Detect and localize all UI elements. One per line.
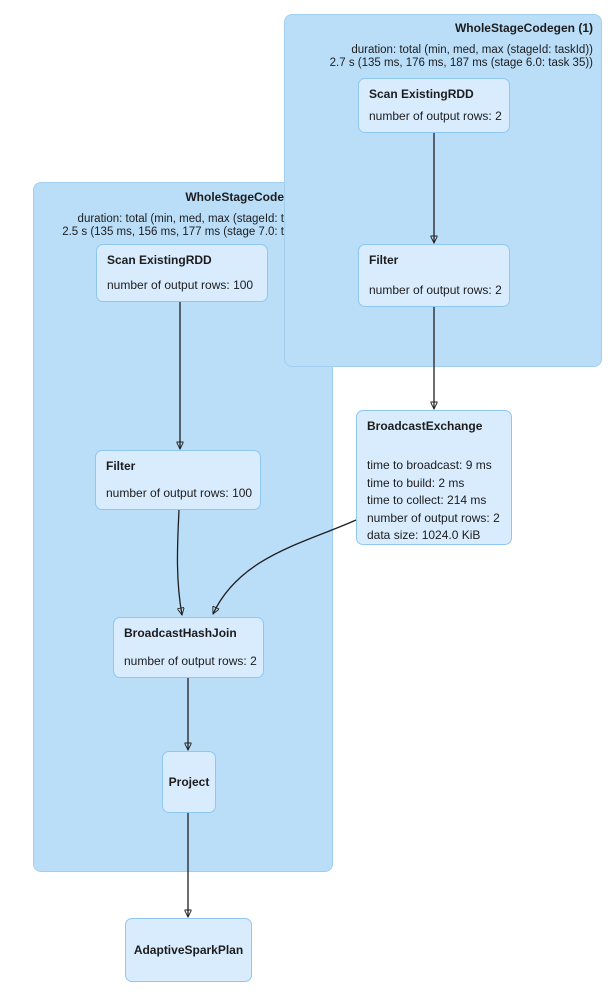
node-metric: time to broadcast: 9 ms bbox=[367, 458, 492, 472]
node-adaptive-spark-plan[interactable] bbox=[125, 918, 252, 982]
node-filter-left[interactable] bbox=[95, 450, 261, 510]
node-metric: time to collect: 214 ms bbox=[367, 493, 487, 507]
node-title: AdaptiveSparkPlan bbox=[133, 943, 244, 957]
node-project[interactable] bbox=[162, 751, 216, 813]
node-metric: number of output rows: 2 bbox=[367, 510, 500, 525]
node-scan-existingrdd-left[interactable] bbox=[96, 244, 268, 302]
node-metric: number of output rows: 2 bbox=[369, 283, 502, 297]
cluster-wholestagecodegen-1 bbox=[284, 14, 602, 367]
cluster-left-duration-line2: 2.5 s (135 ms, 156 ms, 177 ms (stage 7.0: t bbox=[62, 226, 284, 238]
cluster-left-header bbox=[34, 190, 284, 239]
cluster-right-duration-line2: 2.7 s (135 ms, 176 ms, 187 ms (stage 6.0: task 35)) bbox=[329, 57, 593, 69]
cluster-left-title: WholeStageCode bbox=[185, 190, 284, 204]
cluster-right-title: WholeStageCodegen (1) bbox=[454, 21, 593, 35]
node-metric: number of output rows: 100 bbox=[107, 278, 254, 292]
node-title: Scan ExistingRDD bbox=[107, 253, 212, 267]
node-broadcast-exchange[interactable] bbox=[356, 410, 512, 545]
node-title: Filter bbox=[369, 253, 399, 267]
node-metric: data size: 1024.0 KiB bbox=[367, 528, 481, 542]
node-title: Project bbox=[168, 775, 210, 789]
node-metrics bbox=[367, 457, 501, 545]
cluster-right-header bbox=[285, 21, 593, 70]
node-title: Filter bbox=[106, 459, 136, 473]
node-filter-right[interactable] bbox=[358, 244, 510, 307]
node-metric: number of output rows: 2 bbox=[369, 109, 502, 123]
node-title: BroadcastHashJoin bbox=[124, 626, 237, 640]
node-broadcast-hash-join[interactable] bbox=[113, 617, 264, 678]
node-metric: number of output rows: 100 bbox=[106, 486, 253, 500]
node-metric: time to build: 2 ms bbox=[367, 475, 465, 490]
node-title: BroadcastExchange bbox=[367, 419, 483, 433]
cluster-left-duration-line1: duration: total (min, med, max (stageId: t bbox=[77, 213, 284, 225]
node-title: Scan ExistingRDD bbox=[369, 87, 474, 101]
node-scan-existingrdd-right[interactable] bbox=[358, 78, 510, 133]
cluster-right-duration-line1: duration: total (min, med, max (stageId: taskId)) bbox=[351, 44, 593, 56]
node-metric: number of output rows: 2 bbox=[124, 654, 257, 668]
